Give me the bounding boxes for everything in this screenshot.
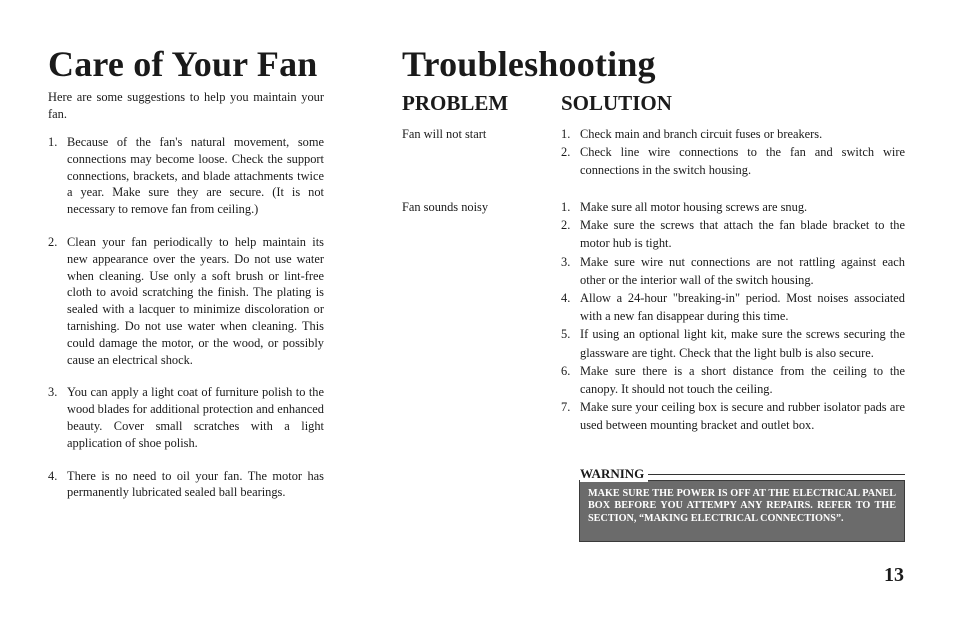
solution-item	[561, 289, 905, 325]
care-item	[48, 234, 324, 368]
problem-label: Fan sounds noisy	[402, 200, 489, 214]
solution-item-text: Make sure all motor housing screws are snug.	[580, 200, 808, 214]
solution-item-number: 4.	[561, 291, 571, 306]
solution-item-text: Make sure there is a short distance from the ceiling to the canopy. It should not touch the ceiling.	[580, 363, 905, 397]
solution-item-number: 3.	[561, 254, 571, 269]
care-section-title: Care of Your Fan	[48, 44, 318, 84]
solution-item	[561, 198, 905, 216]
solution-item	[561, 325, 905, 361]
problem-column-header: PROBLEM	[402, 91, 509, 115]
care-intro: Here are some suggestions to help you maintain your fan.	[48, 90, 324, 121]
solution-item-text: Check line wire connections to the fan and switch wire connections in the switch housing.	[580, 145, 905, 178]
warning-label: WARNING	[580, 466, 648, 482]
care-list	[48, 134, 324, 517]
care-item-text: You can apply a light coat of furniture polish to the wood blades for additional protection and enhanced beauty. Cover small scratches with a light application of shoe polish.	[67, 385, 324, 450]
care-item-number: 2.	[48, 234, 58, 249]
solution-item-number: 2.	[561, 145, 571, 160]
solution-item-text: If using an optional light kit, make sure the screws securing the glassware are tight. Check that the light bulb is also secure.	[580, 327, 905, 360]
solution-item-text: Allow a 24-hour "breaking-in" period. Most noises associated with a new fan disappear during this time.	[580, 291, 905, 324]
solution-list	[561, 125, 905, 180]
warning-box: MAKE SURE THE POWER IS OFF AT THE ELECTRICAL PANEL BOX BEFORE YOU ATTEMPY ANY REPAIRS. REFER TO THE SECTION, “MAKING ELECTRICAL CONNECTIONS”.	[579, 480, 905, 542]
solution-item-text: Make sure wire nut connections are not rattling against each other or the interior wall of the switch housing.	[580, 254, 905, 287]
solution-item-text: Make sure the screws that attach the fan blade bracket to the motor hub is tight.	[580, 218, 905, 251]
solution-item-text: Make sure your ceiling box is secure and rubber isolator pads are used between mounting bracket and outlet box.	[580, 400, 905, 433]
solution-item	[561, 398, 905, 434]
troubleshooting-title: Troubleshooting	[402, 44, 656, 84]
solution-list	[561, 198, 905, 435]
care-item-text: Clean your fan periodically to help maintain its new appearance over the years. Do not use water when cleaning. Use only a soft brush or lint-free cloth to avoid scratching the finish. The plating is sealed with a lacquer to minimize discoloration or tarnishing. Do not use water when cleaning. This could damage the motor, or the wood, or possibly cause an electrical shock.	[67, 234, 324, 367]
solution-item-number: 5.	[561, 327, 571, 342]
solution-item-number: 2.	[561, 218, 571, 233]
care-item-text: Because of the fan's natural movement, some connections may become loose. Check the support connections, brackets, and blade attachments twice a year. Make sure they are secure. (It is not necessary to remove fan from ceiling.)	[67, 135, 324, 217]
page-number: 13	[884, 564, 904, 586]
care-item	[48, 468, 324, 502]
care-item-number: 4.	[48, 468, 58, 483]
solution-item-number: 6.	[561, 363, 571, 378]
care-item-number: 3.	[48, 385, 58, 400]
solution-item	[561, 125, 905, 143]
solution-item	[561, 362, 905, 398]
care-item-number: 1.	[48, 135, 58, 149]
solution-item-text: Check main and branch circuit fuses or breakers.	[580, 127, 823, 141]
solution-item	[561, 253, 905, 289]
solution-item	[561, 216, 905, 252]
solution-item-number: 7.	[561, 400, 571, 415]
solution-item-number: 1.	[561, 127, 571, 141]
care-item	[48, 384, 324, 451]
solution-item-number: 1.	[561, 200, 571, 214]
solution-column-header: SOLUTION	[561, 91, 672, 115]
care-item	[48, 134, 324, 218]
problem-label: Fan will not start	[402, 127, 487, 141]
solution-item	[561, 143, 905, 179]
care-item-text: There is no need to oil your fan. The motor has permanently lubricated sealed ball bearings.	[67, 468, 324, 500]
